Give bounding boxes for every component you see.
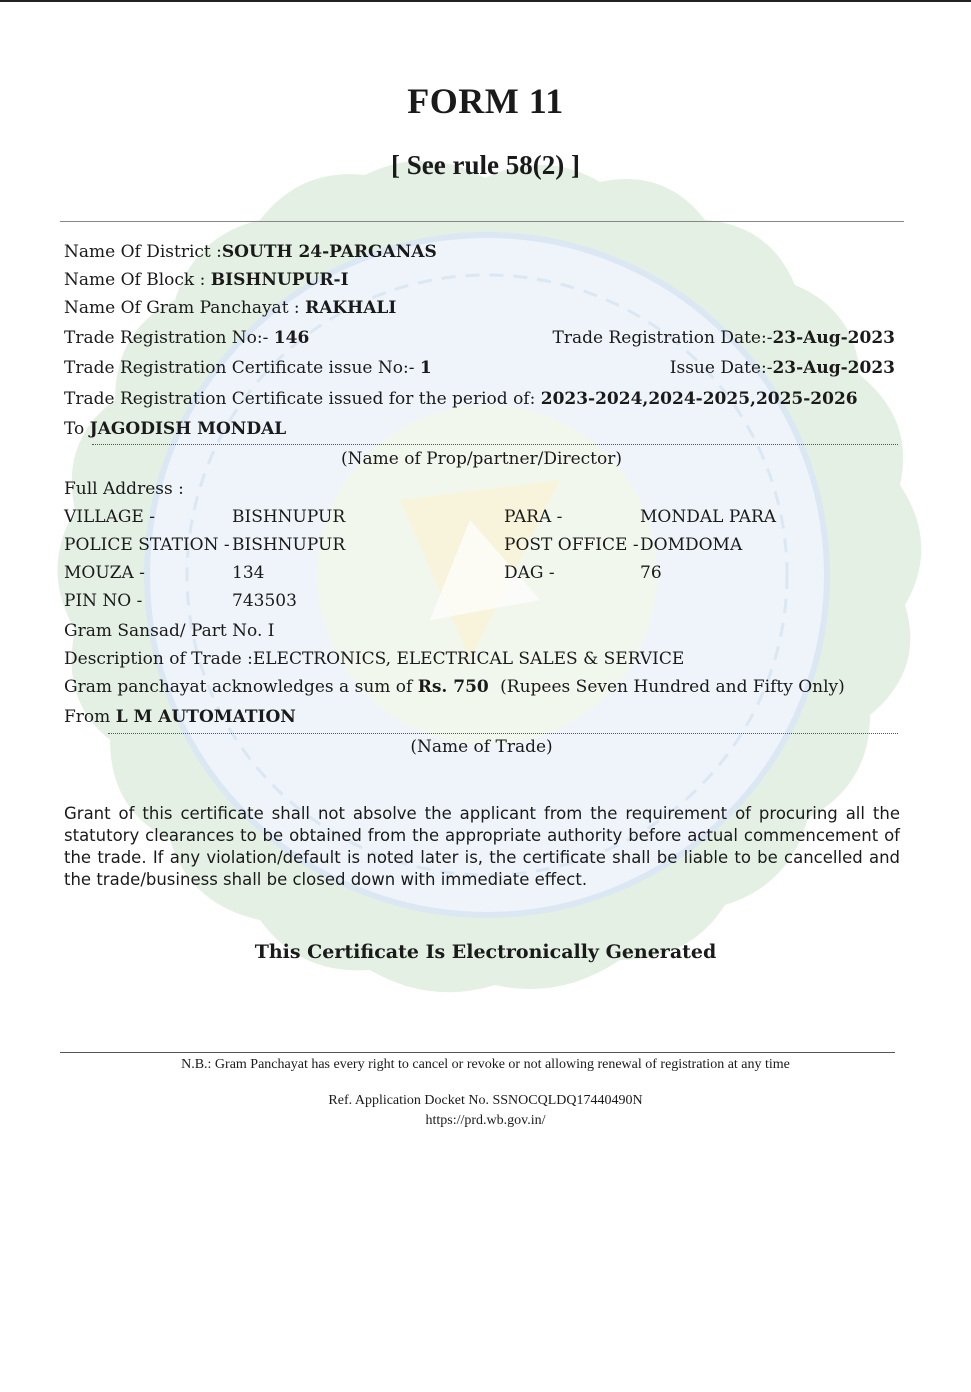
registration-date-label: Trade Registration Date:- [552, 328, 773, 348]
para-label: PARA - [504, 507, 563, 527]
issue-date-line [670, 358, 895, 378]
footer-divider [60, 1052, 895, 1053]
registration-date-value: 23-Aug-2023 [772, 328, 895, 348]
recipient-dotted-line [92, 444, 898, 445]
registration-date-line [553, 328, 895, 348]
from-line [64, 707, 296, 727]
gram-panchayat-label: Name Of Gram Panchayat : [64, 298, 306, 318]
certificate-issue-value: 1 [419, 358, 432, 378]
pin-value: 743503 [232, 591, 297, 611]
certificate-issue-line [64, 358, 432, 378]
electronic-generation-note: This Certificate Is Electronically Generated [254, 941, 717, 963]
registration-number-line [64, 328, 309, 348]
form-title: FORM 11 [407, 81, 564, 121]
prop-caption: (Name of Prop/partner/Director) [340, 449, 622, 469]
block-label: Name Of Block : [64, 270, 211, 290]
footer-url: https://prd.wb.gov.in/ [425, 1113, 546, 1128]
pin-label: PIN NO - [64, 591, 143, 611]
trade-caption: (Name of Trade) [410, 737, 553, 757]
gram-sansad-line: Gram Sansad/ Part No. I [64, 621, 275, 641]
post-office-value: DOMDOMA [640, 535, 743, 555]
registration-number-value: 146 [273, 328, 310, 348]
dag-value: 76 [640, 563, 662, 583]
mouza-label: MOUZA - [64, 563, 145, 583]
acknowledgement-prefix: Gram panchayat acknowledges a sum of [64, 677, 418, 697]
issue-date-value: 23-Aug-2023 [772, 358, 895, 378]
gram-panchayat-value: RAKHALI [305, 298, 397, 318]
police-station-label: POLICE STATION - [64, 535, 230, 555]
mouza-value: 134 [232, 563, 265, 583]
fee-amount-words: (Rupees Seven Hundred and Fifty Only) [500, 677, 845, 697]
para-value: MONDAL PARA [640, 507, 777, 527]
footer-docket: Ref. Application Docket No. SSNOCQLDQ17440490N [328, 1093, 643, 1108]
disclaimer-paragraph: Grant of this certificate shall not absolve the applicant from the requirement of procuring all the statutory clearances to be obtained from the appropriate authority before actual commencement of the trade. If any violation/default is noted later is, the certificate shall be liable to be cancelled and the trade/business shall be closed down with immediate effect. [64, 804, 900, 889]
recipient-name: JAGODISH MONDAL [89, 419, 287, 439]
post-office-label: POST OFFICE - [504, 535, 639, 555]
period-label: Trade Registration Certificate issued for the period of: [64, 389, 541, 409]
police-station-value: BISHNUPUR [232, 535, 346, 555]
footer-nb: N.B.: Gram Panchayat has every right to cancel or revoke or not allowing renewal of registration at any time [181, 1057, 790, 1072]
district-label: Name Of District : [64, 242, 222, 262]
acknowledgement-line [64, 677, 845, 697]
village-value: BISHNUPUR [232, 507, 346, 527]
form-rule-reference: [ See rule 58(2) ] [391, 150, 580, 180]
village-label: VILLAGE - [64, 507, 155, 527]
fee-amount: Rs. 750 [417, 677, 489, 697]
block-value: BISHNUPUR-I [210, 270, 349, 290]
header-divider [60, 221, 904, 222]
district-value: SOUTH 24-PARGANAS [221, 242, 437, 262]
dag-label: DAG - [504, 563, 555, 583]
period-line [64, 389, 858, 409]
trade-dotted-line [108, 733, 898, 734]
recipient-line [64, 419, 286, 439]
period-value: 2023-2024,2024-2025,2025-2026 [540, 389, 858, 409]
trade-description: Description of Trade :ELECTRONICS, ELECTRICAL SALES & SERVICE [64, 649, 685, 669]
recipient-label: To [64, 419, 90, 439]
gram-panchayat-line [64, 298, 396, 318]
block-line [64, 270, 349, 290]
trade-name: L M AUTOMATION [115, 707, 296, 727]
full-address-label: Full Address : [64, 479, 184, 499]
certificate-issue-label: Trade Registration Certificate issue No:- [64, 358, 420, 378]
from-label: From [64, 707, 116, 727]
issue-date-label: Issue Date:- [669, 358, 773, 378]
registration-number-label: Trade Registration No:- [64, 328, 274, 348]
district-line [64, 242, 437, 262]
